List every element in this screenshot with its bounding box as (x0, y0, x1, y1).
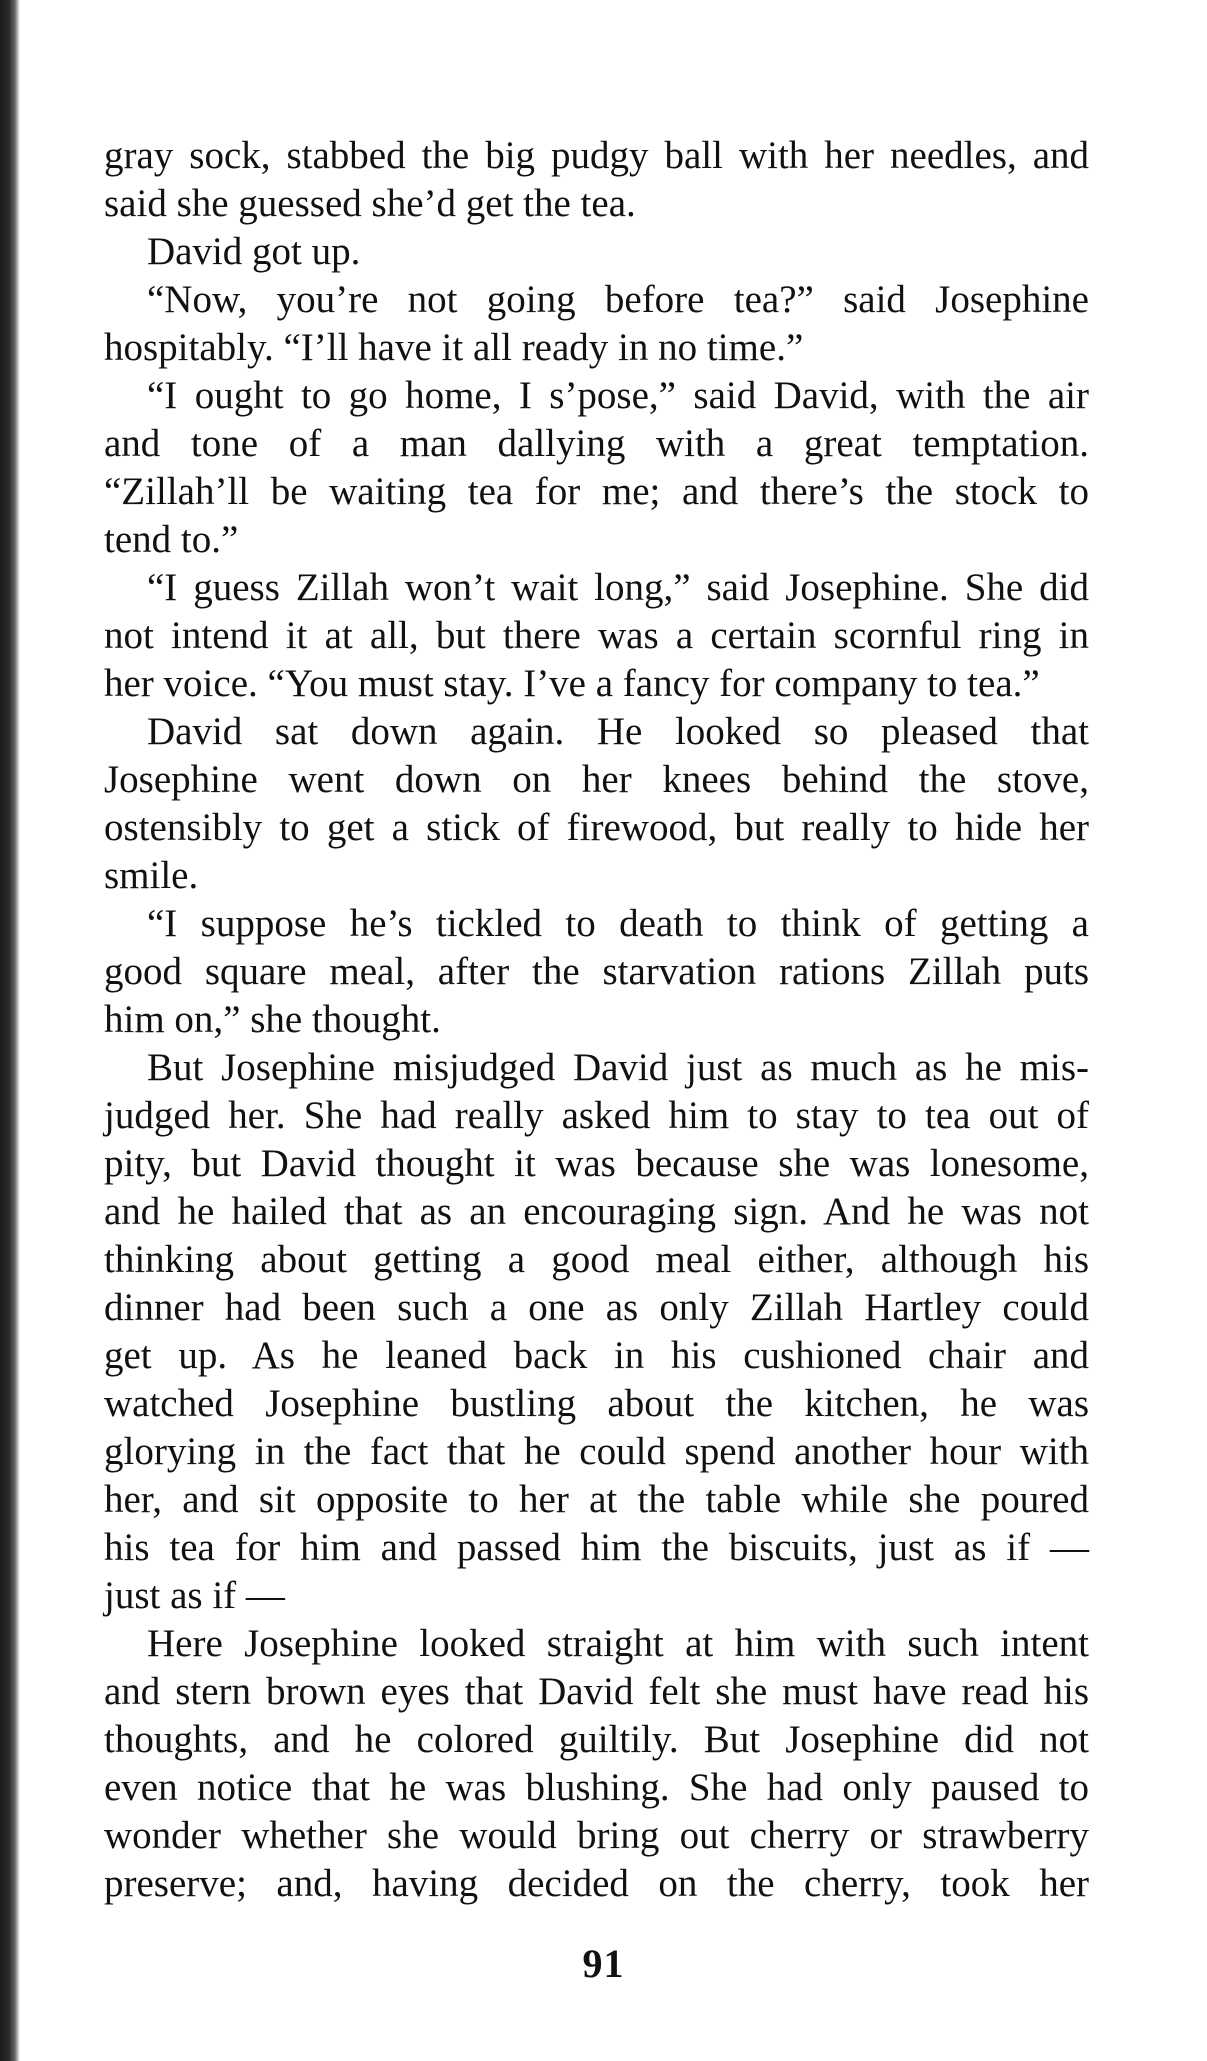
text-line: even notice that he was blushing. She had only paused to (104, 1766, 1089, 1809)
text-line: hospitably. “I’ll have it all ready in no time.” (104, 326, 804, 369)
text-line: and he hailed that as an encouraging sign. And he was not (104, 1190, 1089, 1233)
text-line: her voice. “You must stay. I’ve a fancy for company to tea.” (104, 662, 1040, 705)
text-line: wonder whether she would bring out cherry or strawberry (104, 1814, 1089, 1857)
text-line: not intend it at all, but there was a certain scornful ring in (104, 614, 1089, 657)
text-line: watched Josephine bustling about the kitchen, he was (104, 1382, 1089, 1425)
text-line: Here Josephine looked straight at him with such intent (147, 1622, 1089, 1665)
text-line: get up. As he leaned back in his cushioned chair and (104, 1334, 1089, 1377)
text-line: and tone of a man dallying with a great temptation. (104, 422, 1089, 465)
text-line: David got up. (147, 230, 361, 273)
text-line: preserve; and, having decided on the cherry, took her (104, 1862, 1089, 1905)
text-line: judged her. She had really asked him to stay to tea out of (104, 1094, 1089, 1137)
text-line: glorying in the fact that he could spend another hour with (104, 1430, 1089, 1473)
text-line: “Now, you’re not going before tea?” said Josephine (147, 278, 1089, 321)
text-line: tend to.” (104, 518, 239, 561)
text-line: “I guess Zillah won’t wait long,” said Josephine. She did (147, 566, 1089, 609)
text-line: Josephine went down on her knees behind the stove, (104, 758, 1089, 801)
text-line: just as if — (104, 1574, 285, 1617)
text-line: “I ought to go home, I s’pose,” said David, with the air (147, 374, 1089, 417)
text-line: David sat down again. He looked so pleased that (147, 710, 1089, 753)
text-line: gray sock, stabbed the big pudgy ball with her needles, and (104, 134, 1089, 177)
text-line: pity, but David thought it was because she was lonesome, (104, 1142, 1089, 1185)
text-line: ostensibly to get a stick of firewood, but really to hide her (104, 806, 1089, 849)
text-line: and stern brown eyes that David felt she must have read his (104, 1670, 1089, 1713)
text-line: “I suppose he’s tickled to death to think of getting a (147, 902, 1089, 945)
text-line: dinner had been such a one as only Zillah Hartley could (104, 1286, 1089, 1329)
text-line: his tea for him and passed him the biscuits, just as if — (104, 1526, 1089, 1569)
book-spine-shadow (0, 0, 20, 2061)
page-number: 91 (582, 1941, 625, 1986)
text-line: thinking about getting a good meal either, although his (104, 1238, 1089, 1281)
text-line: him on,” she thought. (104, 998, 441, 1041)
text-line: But Josephine misjudged David just as much as he mis- (147, 1046, 1089, 1089)
text-line: thoughts, and he colored guiltily. But Josephine did not (104, 1718, 1089, 1761)
text-line: “Zillah’ll be waiting tea for me; and there’s the stock to (104, 470, 1089, 513)
text-line: said she guessed she’d get the tea. (104, 182, 636, 225)
text-line: smile. (104, 854, 199, 897)
text-line: her, and sit opposite to her at the table while she poured (104, 1478, 1089, 1521)
body-text (104, 132, 1089, 1908)
text-line: good square meal, after the starvation rations Zillah puts (104, 950, 1089, 993)
